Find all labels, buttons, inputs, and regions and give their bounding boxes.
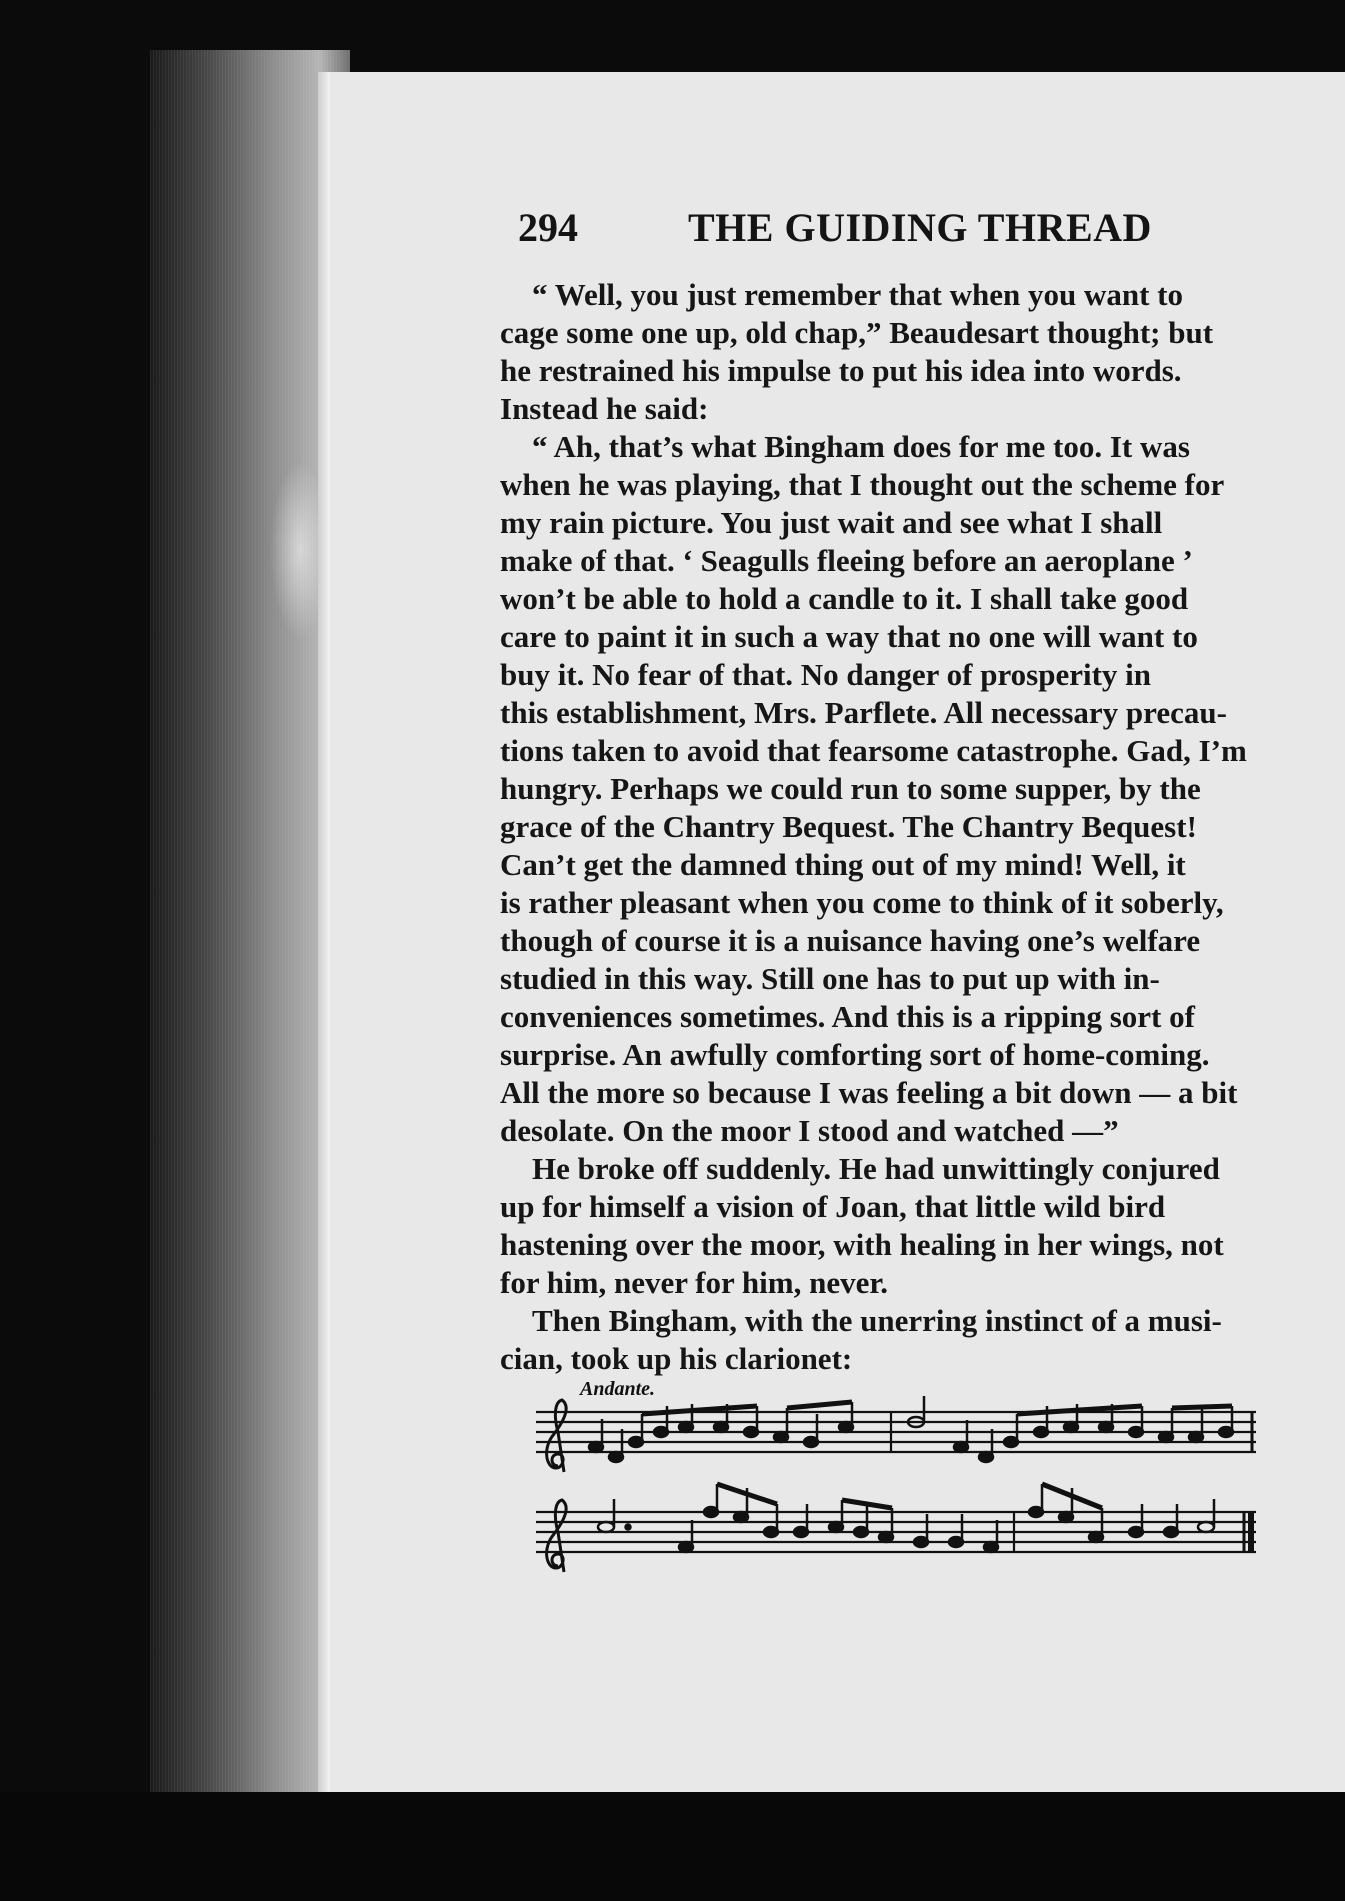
text-line: desolate. On the moor I stood and watched —” (500, 1113, 1119, 1148)
running-title: THE GUIDING THREAD (688, 205, 1152, 250)
text-line: make of that. ‘ Seagulls fleeing before an aeroplane ’ (500, 543, 1193, 578)
text-line: when he was playing, that I thought out the scheme for (500, 467, 1225, 502)
text-line: my rain picture. You just wait and see what I shall (500, 505, 1163, 540)
text-line: for him, never for him, never. (500, 1265, 889, 1300)
text-line: “ Well, you just remember that when you want to (532, 277, 1183, 312)
text-line: up for himself a vision of Joan, that little wild bird (500, 1189, 1166, 1224)
text-line: cage some one up, old chap,” Beaudesart thought; but (500, 315, 1214, 350)
treble-clef-icon (547, 1400, 567, 1472)
text-line: conveniences sometimes. And this is a ripping sort of (500, 999, 1195, 1034)
page-edge (318, 72, 330, 1792)
text-line: Can’t get the damned thing out of my mind! Well, it (500, 847, 1186, 882)
text-line: Then Bingham, with the unerring instinct of a musi- (532, 1303, 1222, 1338)
staff-2 (536, 1512, 1256, 1552)
text-line: care to paint it in such a way that no one will want to (500, 619, 1198, 654)
text-line: this establishment, Mrs. Parflete. All necessary precau- (500, 695, 1227, 730)
treble-clef-icon (547, 1500, 567, 1572)
text-line: he restrained his impulse to put his idea into words. (500, 353, 1182, 388)
page-number: 294 (518, 205, 578, 250)
text-line: though of course it is a nuisance having one’s welfare (500, 923, 1201, 958)
text-line: buy it. No fear of that. No danger of prosperity in (500, 657, 1151, 692)
text-line: hastening over the moor, with healing in her wings, not (500, 1227, 1224, 1262)
page-header (518, 204, 1345, 264)
text-line: hungry. Perhaps we could run to some supper, by the (500, 771, 1201, 806)
text-line: “ Ah, that’s what Bingham does for me too. It was (532, 429, 1190, 464)
text-line: surprise. An awfully comforting sort of home-coming. (500, 1037, 1210, 1072)
music-score (536, 1384, 1256, 1584)
text-line: He broke off suddenly. He had unwittingly conjured (532, 1151, 1220, 1186)
text-line: is rather pleasant when you come to think of it soberly, (500, 885, 1224, 920)
text-line: grace of the Chantry Bequest. The Chantry Bequest! (500, 809, 1197, 844)
text-line: studied in this way. Still one has to put up with in- (500, 961, 1160, 996)
text-line: cian, took up his clarionet: (500, 1341, 853, 1376)
text-line: tions taken to avoid that fearsome catastrophe. Gad, I’m (500, 733, 1247, 768)
tempo-marking: Andante. (580, 1378, 656, 1400)
bottom-shadow (0, 1792, 1345, 1901)
text-line: Instead he said: (500, 391, 709, 426)
page-body (500, 276, 1345, 1378)
text-line: won’t be able to hold a candle to it. I shall take good (500, 581, 1189, 616)
text-line: All the more so because I was feeling a bit down — a bit (500, 1075, 1238, 1110)
staff-1 (536, 1412, 1256, 1452)
